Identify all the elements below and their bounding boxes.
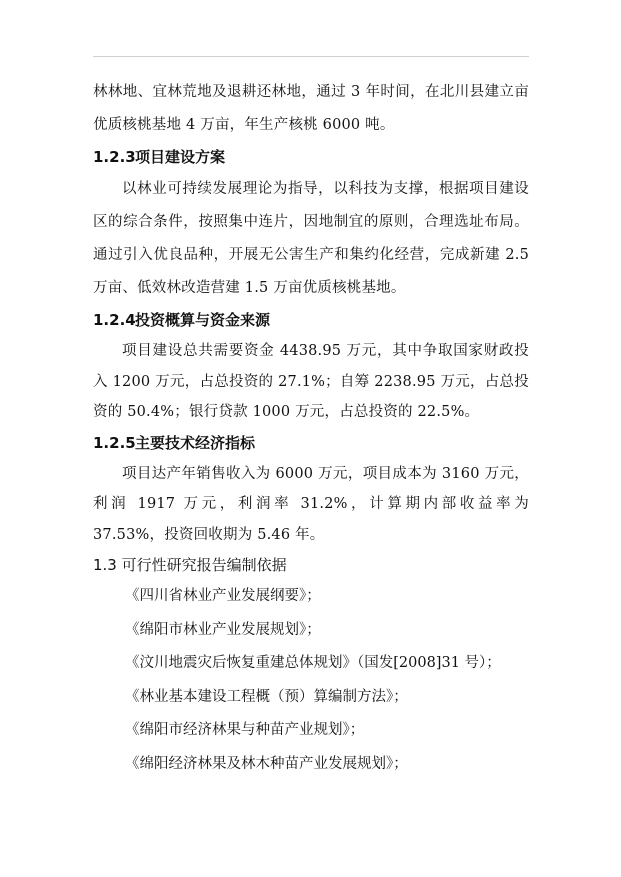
paragraph-economic-indicators: 项目达产年销售收入为 6000 万元，项目成本为 3160 万元，利润 1917 万元，利润率 31.2%，计算期内部收益率为 37.53%，投资回收期为 5.46 年。	[93, 465, 529, 543]
reference-list	[93, 580, 529, 781]
reference-item: 《四川省林业产业发展纲要》；	[125, 588, 321, 604]
header-rule	[93, 56, 529, 57]
section-heading-1-2-4	[93, 305, 529, 336]
section-title: 投资概算与资金来源	[135, 311, 271, 329]
reference-item: 《林业基本建设工程概（预）算编制方法》；	[125, 688, 408, 705]
reference-item: 《汶川地震灾后恢复重建总体规划》（国发[2008]31 号）；	[125, 655, 501, 671]
reference-item: 《绵阳市经济林果与种苗产业规划》；	[125, 722, 365, 738]
section-number: 1.2.3	[93, 148, 136, 166]
paragraph-construction-plan: 以林业可持续发展理论为指导，以科技为支撑，根据项目建设区的综合条件，按照集中连片，因地制宜的原则，合理选址布局。通过引入优良品种，开展无公害生产和集约化经营，完成新建 2.5 万亩、低效林改造营建 1.5 万亩优质核桃基地。	[93, 181, 529, 296]
section-number: 1.2.5	[93, 433, 136, 452]
section-heading-1-2-5	[93, 428, 529, 459]
section-title: 项目建设方案	[135, 148, 226, 166]
section-heading-1-2-3	[93, 142, 529, 173]
reference-item: 《绵阳市林业产业发展规划》；	[125, 621, 321, 638]
reference-item: 《绵阳经济林果及林木种苗产业发展规划》；	[125, 755, 408, 772]
paragraph-investment: 项目建设总共需要资金 4438.95 万元，其中争取国家财政投入 1200 万元，占总投资的 27.1%；自筹 2238.95 万元，占总投资的 50.4%；银行贷款 1000 万元，占总投资的 22.5%。	[93, 343, 529, 420]
section-heading-1-3: 1.3 可行性研究报告编制依据	[93, 556, 287, 574]
document-body	[93, 76, 529, 781]
section-title: 主要技术经济指标	[135, 433, 256, 452]
paragraph-intro: 林林地、宜林荒地及退耕还林地，通过 3 年时间，在北川县建立亩优质核桃基地 4 万亩，年生产核桃 6000 吨。	[93, 84, 529, 133]
section-number: 1.2.4	[93, 311, 136, 329]
